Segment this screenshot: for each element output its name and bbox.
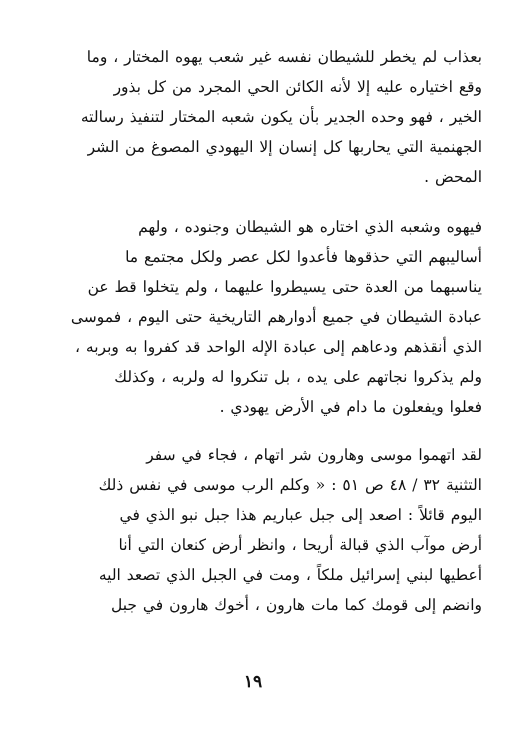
text-line: بعذاب لم يخطر للشيطان نفسه غير شعب يهوه المختار ، وما	[86, 48, 482, 66]
text-line: عبادة الشيطان في جميع أدوارهم التاريخية حتى اليوم ، فموسى	[70, 308, 482, 326]
text-line: أعطيها لبني إسرائيل ملكاً ، ومت في الجبل الذي تصعد اليه	[98, 566, 482, 584]
text-line: وقع اختياره عليه إلا لأنه الكائن الحي المجرد من كل بذور	[113, 78, 482, 96]
text-line: يناسبهما من العدة حتى يسيطروا عليهما ، ولم يتخلوا قط عن	[87, 278, 482, 296]
text-line: التثنية ٣٢ / ٤٨ ص ٥١ : « وكلم الرب موسى في نفس ذلك	[98, 476, 482, 494]
text-line: فعلوا ويفعلون ما دام في الأرض يهودي .	[219, 398, 482, 416]
text-line: أساليبهم التي حذقوها فأعدوا لكل عصر ولكل مجتمع ما	[125, 248, 482, 266]
text-line: الذي أنقذهم ودعاهم إلى عبادة الإله الواحد قد كفروا به وبربه ،	[75, 338, 482, 356]
text-line: وانضم إلى قومك كما مات هارون ، أخوك هارون في جبل	[110, 596, 482, 614]
page-number: ١٩	[243, 672, 263, 692]
text-line: الجهنمية التي يحاربها كل إنسان إلا اليهودي المصوغ من الشر	[87, 138, 482, 156]
text-line: اليوم قائلاً : اصعد إلى جبل عباريم هذا جبل نبو الذي في	[119, 506, 482, 524]
text-line: أرض موآب الذي قبالة أريحا ، وانظر أرض كنعان التي أنا	[118, 536, 482, 554]
paragraph-1	[24, 42, 482, 192]
text-line: الخير ، فهو وحده الجدير بأن يكون شعبه المختار لتنفيذ رسالته	[80, 108, 482, 126]
text-line: فيهوه وشعبه الذي اختاره هو الشيطان وجنوده ، ولهم	[138, 218, 482, 236]
paragraph-2	[24, 212, 482, 422]
text-line: ولم يذكروا نجاتهم على يده ، بل تنكروا له ولربه ، وكذلك	[114, 368, 482, 386]
text-line: لقد اتهموا موسى وهارون شر اتهام ، فجاء في سفر	[146, 446, 482, 464]
paragraph-3	[24, 440, 482, 620]
text-line: المحض .	[424, 168, 482, 186]
